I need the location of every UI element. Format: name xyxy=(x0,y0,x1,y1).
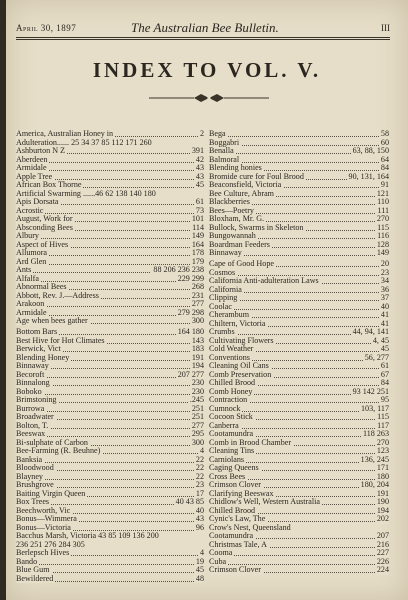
entry-label: Ard Glen xyxy=(16,256,47,266)
entry-pages: 40 xyxy=(195,505,204,515)
leader-dots xyxy=(219,299,385,301)
entry-pages: 179 xyxy=(191,256,204,266)
entry-pages: 61 xyxy=(195,197,204,206)
index-column-right xyxy=(209,130,389,575)
entry-label: Allumora xyxy=(16,248,48,257)
entry-label: Banksia xyxy=(16,454,43,464)
entry-label: California Anti-adulteration Laws xyxy=(209,276,319,285)
entry-label: Chilled Brood xyxy=(209,378,256,387)
entry-label: Beechworth, Vic xyxy=(16,505,71,515)
entry-label: Cooma xyxy=(209,548,233,557)
entry-pages: 229 299 xyxy=(177,273,204,283)
entry-pages: 73 xyxy=(195,205,204,215)
entry-pages: 34 xyxy=(380,276,389,285)
entry-pages: 20 xyxy=(380,259,389,268)
entry-label: Boardman Feeders xyxy=(209,239,270,249)
entry-label: Blackberries xyxy=(209,197,250,206)
entry-label: 236 251 276 284 305 xyxy=(16,539,85,549)
entry-pages: 123 xyxy=(376,446,389,455)
entry-pages: 191 xyxy=(376,488,389,498)
entry-label: Comb Honey xyxy=(209,386,253,396)
index-entry xyxy=(16,464,204,473)
index-column-left xyxy=(16,130,204,583)
entry-pages: 4, 45 xyxy=(372,335,389,345)
entry-pages: 22 xyxy=(195,463,204,472)
entry-pages: 60 xyxy=(380,137,389,147)
entry-pages: 180 xyxy=(376,471,389,481)
entry-pages: 202 xyxy=(376,514,389,523)
entry-label: Crumbs xyxy=(209,327,235,336)
entry-label: Bungowannah xyxy=(209,231,256,240)
entry-pages: 295 xyxy=(191,429,204,438)
entry-pages: 216 xyxy=(376,539,389,549)
entry-label: Apis Dorsata xyxy=(16,197,59,206)
header-rule-thin xyxy=(16,39,390,40)
index-entry xyxy=(209,541,389,550)
entry-label: Christmas Tale, A xyxy=(209,539,267,549)
entry-pages: 42 xyxy=(195,154,204,164)
entry-label: Comb in Brood Chamber xyxy=(209,437,292,447)
leader-dots xyxy=(26,571,200,573)
entry-pages: 45 xyxy=(195,180,204,189)
entry-label: Coolac xyxy=(209,301,232,311)
entry-label: Clipping xyxy=(209,293,238,302)
entry-label: Baiting Virgin Queen xyxy=(16,488,86,498)
entry-pages: 23 xyxy=(195,480,204,489)
index-entry xyxy=(209,566,389,575)
entry-label: Abbott, Rev. J.—Address xyxy=(16,290,99,300)
entry-pages: 178 xyxy=(191,248,204,257)
entry-pages: 391 xyxy=(191,146,204,155)
entry-label: Chilled Brood xyxy=(209,505,256,515)
index-entry xyxy=(16,447,204,456)
entry-pages: 43 xyxy=(195,171,204,181)
entry-label: Ashburton N Z xyxy=(16,146,66,155)
entry-pages: 128 xyxy=(376,239,389,249)
entry-pages: 230 xyxy=(191,378,204,387)
entry-pages: 300 xyxy=(191,316,204,325)
entry-label: Binnaway xyxy=(16,361,49,370)
entry-label: Berlepsch Hives xyxy=(16,548,70,557)
entry-pages: 118 263 xyxy=(362,429,389,438)
entry-pages: 268 xyxy=(191,282,204,291)
entry-pages: 45 xyxy=(195,565,204,574)
entry-pages: 84 xyxy=(380,163,389,172)
entry-label: Crimson Clover xyxy=(209,480,261,489)
entry-label: Brushgrove xyxy=(16,480,54,489)
entry-label: Acrostic xyxy=(16,205,44,215)
entry-label: Bonus—Wimmera xyxy=(16,514,77,523)
leader-dots xyxy=(26,254,200,256)
entry-label: California xyxy=(209,284,242,294)
entry-label: August, Work for xyxy=(16,214,73,223)
entry-pages: 22 xyxy=(195,454,204,464)
index-entry xyxy=(16,198,204,207)
index-entry xyxy=(209,549,389,558)
entry-pages: 63, 88, 150 xyxy=(352,146,389,155)
entry-pages: 2 xyxy=(199,129,204,138)
entry-label: Cleaning Tins xyxy=(209,446,255,455)
entry-pages: 40 43 85 xyxy=(175,497,204,506)
entry-label: Cold Weather xyxy=(209,344,254,353)
entry-pages: 103, 117 xyxy=(360,403,389,413)
entry-pages: 117 xyxy=(377,420,389,430)
entry-label: Cocoon Stick xyxy=(209,412,253,421)
leader-dots xyxy=(219,554,385,556)
entry-label: Ants xyxy=(16,265,32,274)
entry-pages: 96 xyxy=(195,522,204,532)
entry-pages: 41 xyxy=(380,318,389,328)
entry-pages: 164 180 xyxy=(177,327,204,336)
entry-pages: 91 xyxy=(380,180,389,189)
entry-label: Canberra xyxy=(209,420,239,430)
entry-pages: 23 xyxy=(380,267,389,277)
ornament-divider-icon xyxy=(149,93,269,103)
entry-label: Bewildered xyxy=(16,573,54,583)
entry-pages: 43 xyxy=(195,514,204,523)
entry-label: Cootamundra xyxy=(209,531,254,540)
entry-pages: 43 xyxy=(195,163,204,172)
entry-label: Crow's Nest, Queensland xyxy=(209,522,291,532)
entry-label: Aspect of Hives xyxy=(16,239,69,249)
entry-pages: 111 xyxy=(377,205,389,215)
leader-dots xyxy=(26,237,200,239)
entry-pages: 143 xyxy=(191,335,204,345)
entry-pages: 251 xyxy=(191,412,204,421)
entry-label: Cross Bees xyxy=(209,471,246,481)
entry-pages: 231 xyxy=(191,290,204,300)
entry-pages: 194 xyxy=(191,361,204,370)
entry-label: Comb Preservation xyxy=(209,369,272,379)
entry-pages: 180, 204 xyxy=(360,480,389,489)
entry-pages: 251 xyxy=(191,403,204,413)
entry-pages: 64 xyxy=(380,154,389,164)
entry-label: Bacchus Marsh, Victoria 43 85 109 136 200 xyxy=(16,531,159,540)
leader-dots xyxy=(26,563,200,565)
journal-title: The Australian Bee Bulletin. xyxy=(131,20,279,35)
entry-pages: 136, 245 xyxy=(360,454,389,464)
header-rule xyxy=(16,37,390,38)
entry-label: Cuba xyxy=(209,556,227,566)
entry-label: Blending honies xyxy=(209,163,262,172)
entry-pages: 110 xyxy=(377,197,389,206)
entry-pages: 149 xyxy=(191,231,204,240)
entry-label: Arakoon xyxy=(16,299,45,308)
leader-dots xyxy=(219,135,385,137)
entry-pages: 171 xyxy=(376,463,389,472)
entry-label: Alfalfa xyxy=(16,273,39,283)
entry-pages: 37 xyxy=(380,293,389,302)
entry-pages: 93 142 251 xyxy=(352,386,389,396)
entry-pages: 19 xyxy=(195,556,204,566)
page-title: INDEX TO VOL. V. xyxy=(92,58,322,82)
entry-label: Chiltern, Victoria xyxy=(209,318,266,328)
entry-label: Boggabri xyxy=(209,137,240,147)
entry-label: Conventions xyxy=(209,352,250,362)
entry-pages: 41 xyxy=(380,310,389,319)
entry-pages: 300 xyxy=(191,437,204,447)
index-entry xyxy=(16,396,204,405)
running-header xyxy=(16,20,390,36)
leader-dots xyxy=(26,367,200,369)
entry-pages: 45 xyxy=(380,344,389,353)
entry-label: Brimstoning xyxy=(16,395,57,404)
entry-label: Bando xyxy=(16,556,38,566)
entry-label: Cosmos xyxy=(209,267,236,277)
entry-pages: 183 xyxy=(191,344,204,353)
entry-label: Caging Queens xyxy=(209,463,259,472)
entry-pages: 270 xyxy=(376,437,389,447)
entry-label: Bromide cure for Foul Brood xyxy=(209,171,304,181)
entry-label: Burrowa xyxy=(16,403,45,413)
entry-pages: 191 xyxy=(191,352,204,362)
entry-label: Blue Gum xyxy=(16,565,50,574)
entry-label: Beaconsfield, Victoria xyxy=(209,180,282,189)
index-entry xyxy=(209,294,389,303)
entry-label: Broadwater xyxy=(16,412,54,421)
entry-label: Bloxham, Mr. G. xyxy=(209,214,265,223)
entry-label: Bee Culture, Abram xyxy=(209,188,274,198)
entry-pages: 207 277 xyxy=(177,369,204,379)
leader-dots xyxy=(219,291,385,293)
entry-label: Boboko xyxy=(16,386,42,396)
entry-pages: 121 xyxy=(376,188,389,198)
entry-pages: 90, 131, 164 xyxy=(348,171,389,181)
entry-label: Beeswax xyxy=(16,429,46,438)
entry-pages: 164 xyxy=(191,239,204,249)
entry-label: Bloodwood xyxy=(16,463,54,472)
entry-label: Bottom Bars xyxy=(16,327,58,336)
entry-label: Best Hive for Hot Climates xyxy=(16,335,105,345)
entry-label: Apple Tree xyxy=(16,171,53,181)
leader-dots xyxy=(26,435,200,437)
index-entry xyxy=(209,260,389,269)
entry-pages: 116 xyxy=(377,231,389,240)
entry-label: Carniolans xyxy=(209,454,245,464)
entry-label: Chidlow's Well, Western Australia xyxy=(209,497,320,506)
entry-label: Contraction xyxy=(209,395,248,404)
entry-label: Berwick, Vict xyxy=(16,344,61,353)
entry-pages: 227 xyxy=(376,548,389,557)
entry-pages: 115 xyxy=(377,222,389,232)
entry-label: Binnalong xyxy=(16,378,50,387)
entry-pages: 61 xyxy=(380,361,389,370)
entry-label: Bullock, Swarms in Skeleton xyxy=(209,222,304,232)
index-entry xyxy=(16,575,204,584)
entry-pages: 114 xyxy=(192,222,204,232)
entry-pages: 84 xyxy=(380,378,389,387)
entry-pages: 58 xyxy=(380,129,389,138)
entry-label: Balmoral xyxy=(209,154,240,164)
leader-dots xyxy=(26,161,200,163)
entry-label: African Box Thorne xyxy=(16,180,82,189)
entry-label: Cherambum xyxy=(209,310,250,319)
entry-label: Aberdeen xyxy=(16,154,48,164)
entry-pages: 279 298 xyxy=(177,307,204,317)
entry-pages: 190 xyxy=(376,497,389,506)
entry-label: Box Trees xyxy=(16,497,50,506)
entry-label: Armidale xyxy=(16,307,47,317)
leader-dots xyxy=(26,305,200,307)
entry-label: Age when bees gather xyxy=(16,316,88,325)
index-entry xyxy=(16,224,204,233)
entry-pages: 101 xyxy=(191,214,204,223)
index-entry xyxy=(16,379,204,388)
leader-dots xyxy=(219,254,385,256)
entry-label: America, Australian Honey in xyxy=(16,129,114,138)
index-entry xyxy=(16,266,204,275)
leader-dots xyxy=(26,169,200,171)
entry-pages: 277 xyxy=(191,299,204,308)
entry-label: Albury xyxy=(16,231,39,240)
entry-pages: 56, 277 xyxy=(364,352,389,362)
entry-label: Bolton, T. xyxy=(16,420,49,430)
page-number: III xyxy=(381,23,390,33)
entry-pages: 40 xyxy=(380,301,389,311)
entry-pages: 44, 94, 141 xyxy=(352,327,389,336)
entry-pages: 224 xyxy=(376,565,389,574)
entry-label: Armidale xyxy=(16,163,47,172)
entry-pages: 270 xyxy=(376,214,389,223)
entry-pages: 149 xyxy=(376,248,389,257)
entry-pages: 226 xyxy=(376,556,389,566)
entry-label: Binnaway xyxy=(209,248,242,257)
entry-label: Clarifying Beeswax xyxy=(209,488,274,498)
index-entry xyxy=(16,362,204,371)
leader-dots xyxy=(26,384,200,386)
entry-pages: 17 xyxy=(195,488,204,498)
entry-pages: 277 xyxy=(191,420,204,430)
index-entry xyxy=(16,549,204,558)
entry-label: Cape of Good Hope xyxy=(209,259,274,268)
entry-pages: 22 xyxy=(195,471,204,481)
index-page xyxy=(6,0,408,600)
entry-label: Abnormal Bees xyxy=(16,282,67,291)
entry-label: Bonus—Victoria xyxy=(16,522,71,532)
entry-label: Cleaning Oil Cans xyxy=(209,361,269,370)
entry-pages: 36 xyxy=(380,284,389,294)
leader-dots xyxy=(26,376,200,378)
leader-dots xyxy=(26,427,200,429)
entry-pages: 194 xyxy=(376,505,389,515)
entry-label: Bega xyxy=(209,129,226,138)
entry-pages: 4 xyxy=(199,446,204,455)
entry-label: Cynic's Law, The xyxy=(209,514,266,523)
entry-pages: 207 xyxy=(376,531,389,540)
index-entry xyxy=(16,292,204,301)
entry-label: Adulteration...... 25 34 37 85 112 171 260 xyxy=(16,137,152,147)
entry-pages: 67 xyxy=(380,369,389,379)
entry-label: Cumnock xyxy=(209,403,241,413)
entry-pages: 48 xyxy=(195,573,204,583)
entry-label: Bee-Farming (R. Beuhne) xyxy=(16,446,101,455)
entry-pages: 230 xyxy=(191,386,204,396)
entry-label: Cootamundra xyxy=(209,429,254,438)
entry-label: Crimson Clover xyxy=(209,565,261,574)
issue-date: April 30, 1897 xyxy=(16,23,77,33)
entry-label: Bi-sulphate of Carbon xyxy=(16,437,88,447)
entry-pages: 95 xyxy=(380,395,389,404)
entry-pages: 4 xyxy=(199,548,204,557)
entry-label: Blending Honey xyxy=(16,352,70,362)
entry-pages: .245 xyxy=(189,395,204,404)
entry-label: Artificial Swarming ......46 62 138 140 180 xyxy=(16,188,156,198)
entry-label: Becoroft xyxy=(16,369,45,379)
entry-pages: 88 206 236 238 xyxy=(153,265,204,274)
entry-pages: 115 xyxy=(377,412,389,421)
entry-label: Benalla xyxy=(209,146,234,155)
entry-label: Bees—Poetry xyxy=(209,205,254,215)
entry-label: Blayney xyxy=(16,471,43,481)
entry-label: Cultivating Flowers xyxy=(209,335,274,345)
entry-label: Absconding Bees xyxy=(16,222,73,232)
